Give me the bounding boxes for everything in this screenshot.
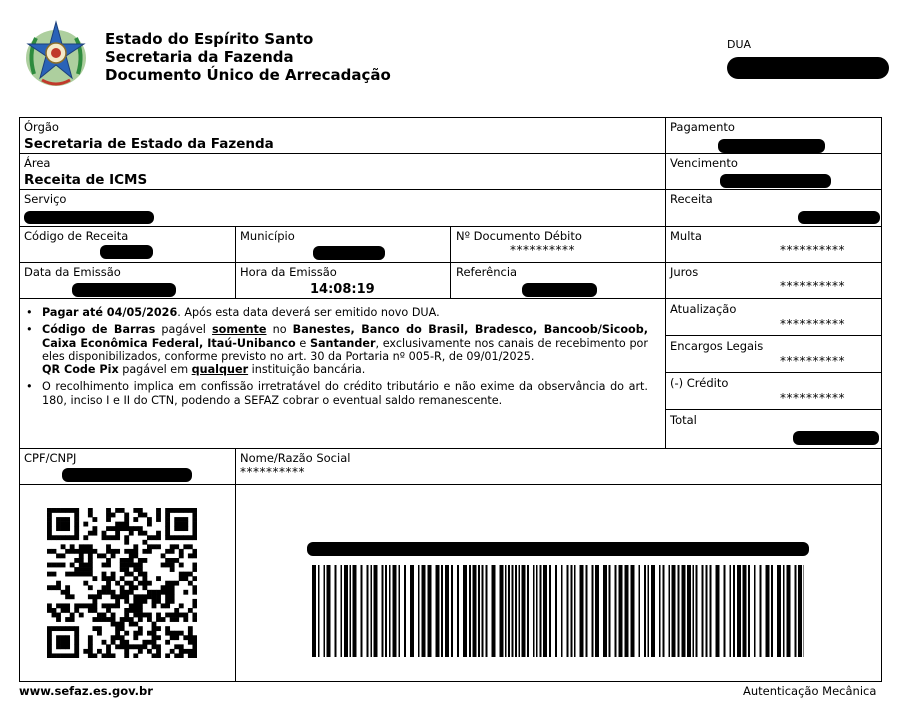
header-title bbox=[105, 30, 391, 84]
note-pix-t2: instituição bancária. bbox=[248, 363, 366, 377]
payment-notes bbox=[24, 306, 648, 411]
footer-site: www.sefaz.es.gov.br bbox=[19, 684, 153, 698]
juros-value: ********** bbox=[780, 279, 845, 293]
encargos-label: Encargos Legais bbox=[670, 339, 764, 353]
note-pix-t1: pagável em bbox=[118, 363, 192, 377]
pix-qr-code[interactable] bbox=[47, 508, 197, 658]
vencimento-label: Vencimento bbox=[670, 156, 738, 170]
note-confissao: • O recolhimento implica em confissão irretratável do crédito tributário e não exime da observância do art. 180, inciso I e II do CTN, podendo a SEFAZ cobrar o eventual saldo remanescente. bbox=[26, 380, 648, 407]
multa-label: Multa bbox=[670, 229, 702, 243]
note-deadline-date: Pagar até 04/05/2026 bbox=[42, 306, 178, 319]
note-barcode: • Código de Barras pagável somente no Banestes, Banco do Brasil, Bradesco, Bancoob/Sicoob, Caixa Econômica Federal, Itaú-Unibanco e Santander, exclusivamente nos canais de recebimento por eles disponibilizados, conforme previsto no art. 30 da Portaria nº 005-R, de 09/01/2025. QR Code Pix pagável em qualquer instituição bancária. bbox=[26, 323, 648, 377]
total-label: Total bbox=[670, 413, 697, 427]
codigo-receita-value-redacted bbox=[100, 245, 153, 259]
note-barcode-banks: Banestes, Banco do Brasil, Bradesco, Bancoob/Sicoob, Caixa Econômica Federal, Itaú-Unibanco bbox=[42, 323, 648, 350]
hora-emissao-label: Hora da Emissão bbox=[240, 265, 337, 279]
juros-label: Juros bbox=[670, 265, 699, 279]
nome-label: Nome/Razão Social bbox=[240, 451, 351, 465]
orgao-label: Órgão bbox=[24, 120, 59, 134]
servico-value-redacted bbox=[24, 211, 154, 224]
atualizacao-label: Atualização bbox=[670, 302, 737, 316]
cpf-cnpj-value-redacted bbox=[62, 468, 192, 482]
header-document-type: Documento Único de Arrecadação bbox=[105, 66, 391, 84]
vencimento-value-redacted bbox=[720, 174, 831, 188]
municipio-label: Município bbox=[240, 229, 295, 243]
footer-auth: Autenticação Mecânica bbox=[743, 684, 877, 698]
multa-value: ********** bbox=[780, 243, 845, 257]
receita-value-redacted bbox=[798, 211, 880, 224]
credito-value: ********** bbox=[780, 391, 845, 405]
servico-label: Serviço bbox=[24, 192, 67, 206]
atualizacao-value: ********** bbox=[780, 317, 845, 331]
area-label: Área bbox=[24, 156, 51, 170]
credito-label: (-) Crédito bbox=[670, 376, 729, 390]
barcode-graphic bbox=[312, 565, 804, 657]
note-barcode-title: Código de Barras bbox=[42, 323, 156, 337]
barcode-digits-redacted bbox=[307, 542, 809, 556]
note-deadline: • Pagar até 04/05/2026. Após esta data deverá ser emitido novo DUA. bbox=[26, 306, 440, 319]
num-doc-debito-label: Nº Documento Débito bbox=[456, 229, 582, 243]
note-confissao-text: O recolhimento implica em confissão irretratável do crédito tributário e não exime da observância do art. 180, inciso I e II do CTN, podendo a SEFAZ cobrar o eventual saldo remanescente. bbox=[42, 380, 648, 407]
qr-code-graphic bbox=[47, 508, 197, 658]
state-seal-logo bbox=[20, 18, 92, 90]
note-pix-qualquer: qualquer bbox=[191, 363, 249, 377]
pagamento-value-redacted bbox=[718, 139, 825, 153]
data-emissao-value-redacted bbox=[72, 283, 176, 297]
pagamento-label: Pagamento bbox=[670, 120, 735, 134]
encargos-value: ********** bbox=[780, 354, 845, 368]
total-value-redacted bbox=[793, 431, 879, 445]
referencia-value-redacted bbox=[522, 283, 597, 297]
note-barcode-t1: pagável bbox=[155, 323, 212, 337]
orgao-value: Secretaria de Estado da Fazenda bbox=[24, 136, 274, 152]
note-barcode-somente: somente bbox=[212, 323, 267, 337]
codigo-receita-label: Código de Receita bbox=[24, 229, 129, 243]
note-barcode-t4: , exclusivamente nos canais de recebimento por eles disponibilizados, conforme previsto no art. 30 da Portaria nº 005-R, de 09/01/2025. bbox=[42, 336, 648, 363]
referencia-label: Referência bbox=[456, 265, 518, 279]
note-barcode-bank-last: Santander bbox=[309, 336, 376, 350]
municipio-value-redacted bbox=[313, 246, 385, 260]
cpf-cnpj-label: CPF/CNPJ bbox=[24, 451, 77, 465]
payment-barcode[interactable] bbox=[312, 565, 804, 657]
nome-value: ********** bbox=[240, 465, 305, 479]
note-barcode-t2: no bbox=[266, 323, 293, 337]
num-doc-debito-value: ********** bbox=[510, 243, 575, 257]
dua-number-redacted bbox=[727, 57, 889, 79]
hora-emissao-value: 14:08:19 bbox=[310, 282, 375, 297]
receita-label: Receita bbox=[670, 192, 713, 206]
dua-label: DUA bbox=[727, 38, 752, 51]
area-value: Receita de ICMS bbox=[24, 172, 148, 188]
data-emissao-label: Data da Emissão bbox=[24, 265, 121, 279]
note-barcode-t3: e bbox=[295, 336, 310, 350]
header-secretaria: Secretaria da Fazenda bbox=[105, 48, 294, 66]
note-pix-title: QR Code Pix bbox=[42, 363, 119, 377]
header-state: Estado do Espírito Santo bbox=[105, 30, 314, 48]
note-deadline-text: . Após esta data deverá ser emitido novo DUA. bbox=[177, 306, 440, 319]
